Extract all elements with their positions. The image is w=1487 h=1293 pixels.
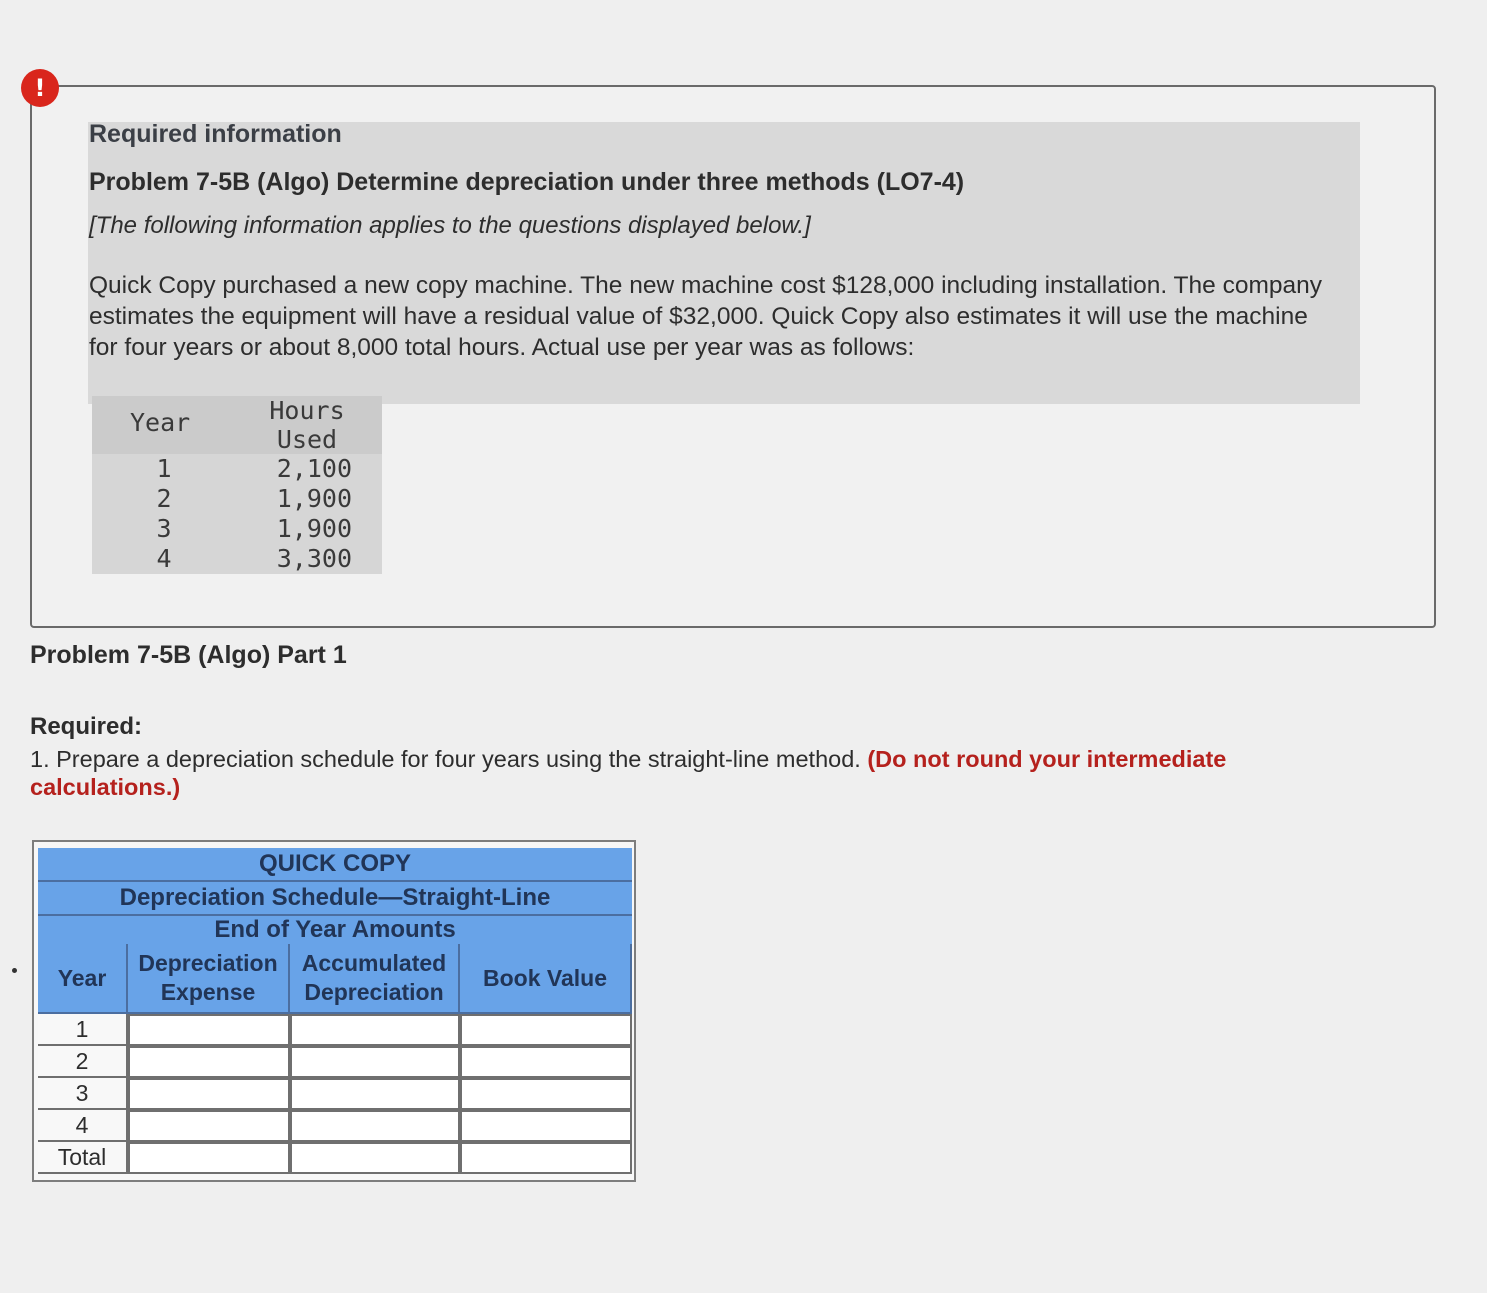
column-header-accumulated-depreciation: Accumulated Depreciation xyxy=(290,944,460,1014)
hours-row-hours: 2,100 xyxy=(276,454,352,483)
hours-table-row xyxy=(92,544,382,574)
book-value-input[interactable] xyxy=(460,1046,632,1078)
hours-row-hours: 1,900 xyxy=(276,514,352,543)
hours-row-hours: 3,300 xyxy=(276,544,352,573)
accumulated-depreciation-input[interactable] xyxy=(290,1014,460,1046)
column-header-year: Year xyxy=(38,944,128,1014)
book-value-input[interactable] xyxy=(460,1078,632,1110)
instruction-emphasis: (Do not round your intermediate calculations.) xyxy=(30,746,1227,800)
required-information-heading: Required information xyxy=(89,120,342,148)
depreciation-expense-input[interactable] xyxy=(128,1014,290,1046)
hours-table-header-hours: Hours Used xyxy=(269,396,345,454)
hours-row-year: 4 xyxy=(156,544,172,573)
depreciation-expense-input[interactable] xyxy=(128,1078,290,1110)
total-book-value-input[interactable] xyxy=(460,1142,632,1174)
accumulated-depreciation-input[interactable] xyxy=(290,1046,460,1078)
total-accumulated-depreciation-input[interactable] xyxy=(290,1142,460,1174)
accumulated-depreciation-input[interactable] xyxy=(290,1110,460,1142)
column-header-book-value: Book Value xyxy=(460,944,632,1014)
part-title: Problem 7-5B (Algo) Part 1 xyxy=(30,641,347,669)
schedule-row-label: 3 xyxy=(38,1078,128,1110)
scenario-text: Quick Copy purchased a new copy machine. The new machine cost $128,000 including installation. The company estimates the equipment will have a residual value of $32,000. Quick Copy also estimates it will use the machine for four years or about 8,000 total hours. Actual use per year was as follows: xyxy=(89,272,1322,361)
total-depreciation-expense-input[interactable] xyxy=(128,1142,290,1174)
applies-note: [The following information applies to the questions displayed below.] xyxy=(89,212,811,239)
book-value-input[interactable] xyxy=(460,1110,632,1142)
schedule-company-name: QUICK COPY xyxy=(38,848,632,882)
required-instruction xyxy=(30,745,1360,801)
depreciation-expense-input[interactable] xyxy=(128,1110,290,1142)
schedule-row-label: 4 xyxy=(38,1110,128,1142)
schedule-row-label-total: Total xyxy=(38,1142,128,1174)
hours-row-year: 1 xyxy=(156,454,172,483)
accumulated-depreciation-input[interactable] xyxy=(290,1078,460,1110)
hours-table-row xyxy=(92,514,382,544)
hours-table-header-year: Year xyxy=(130,408,191,437)
hours-table-row xyxy=(92,454,382,484)
schedule-row-label: 2 xyxy=(38,1046,128,1078)
hours-row-year: 2 xyxy=(156,484,172,513)
required-label: Required: xyxy=(30,713,143,740)
column-header-depreciation-expense: Depreciation Expense xyxy=(128,944,290,1014)
hours-table-row xyxy=(92,484,382,514)
bullet-dot xyxy=(12,968,17,973)
schedule-subtitle: End of Year Amounts xyxy=(38,916,632,946)
schedule-row-label: 1 xyxy=(38,1014,128,1046)
hours-row-hours: 1,900 xyxy=(276,484,352,513)
problem-title: Problem 7-5B (Algo) Determine depreciation under three methods (LO7-4) xyxy=(89,168,965,196)
depreciation-expense-input[interactable] xyxy=(128,1046,290,1078)
hours-used-table xyxy=(92,396,382,574)
alert-icon: ! xyxy=(21,69,59,107)
book-value-input[interactable] xyxy=(460,1014,632,1046)
instruction-text: 1. Prepare a depreciation schedule for four years using the straight-line method. xyxy=(30,746,861,772)
hours-row-year: 3 xyxy=(156,514,172,543)
hours-table-header xyxy=(92,396,382,454)
schedule-title: Depreciation Schedule—Straight-Line xyxy=(38,882,632,916)
depreciation-schedule-table xyxy=(32,840,636,1182)
